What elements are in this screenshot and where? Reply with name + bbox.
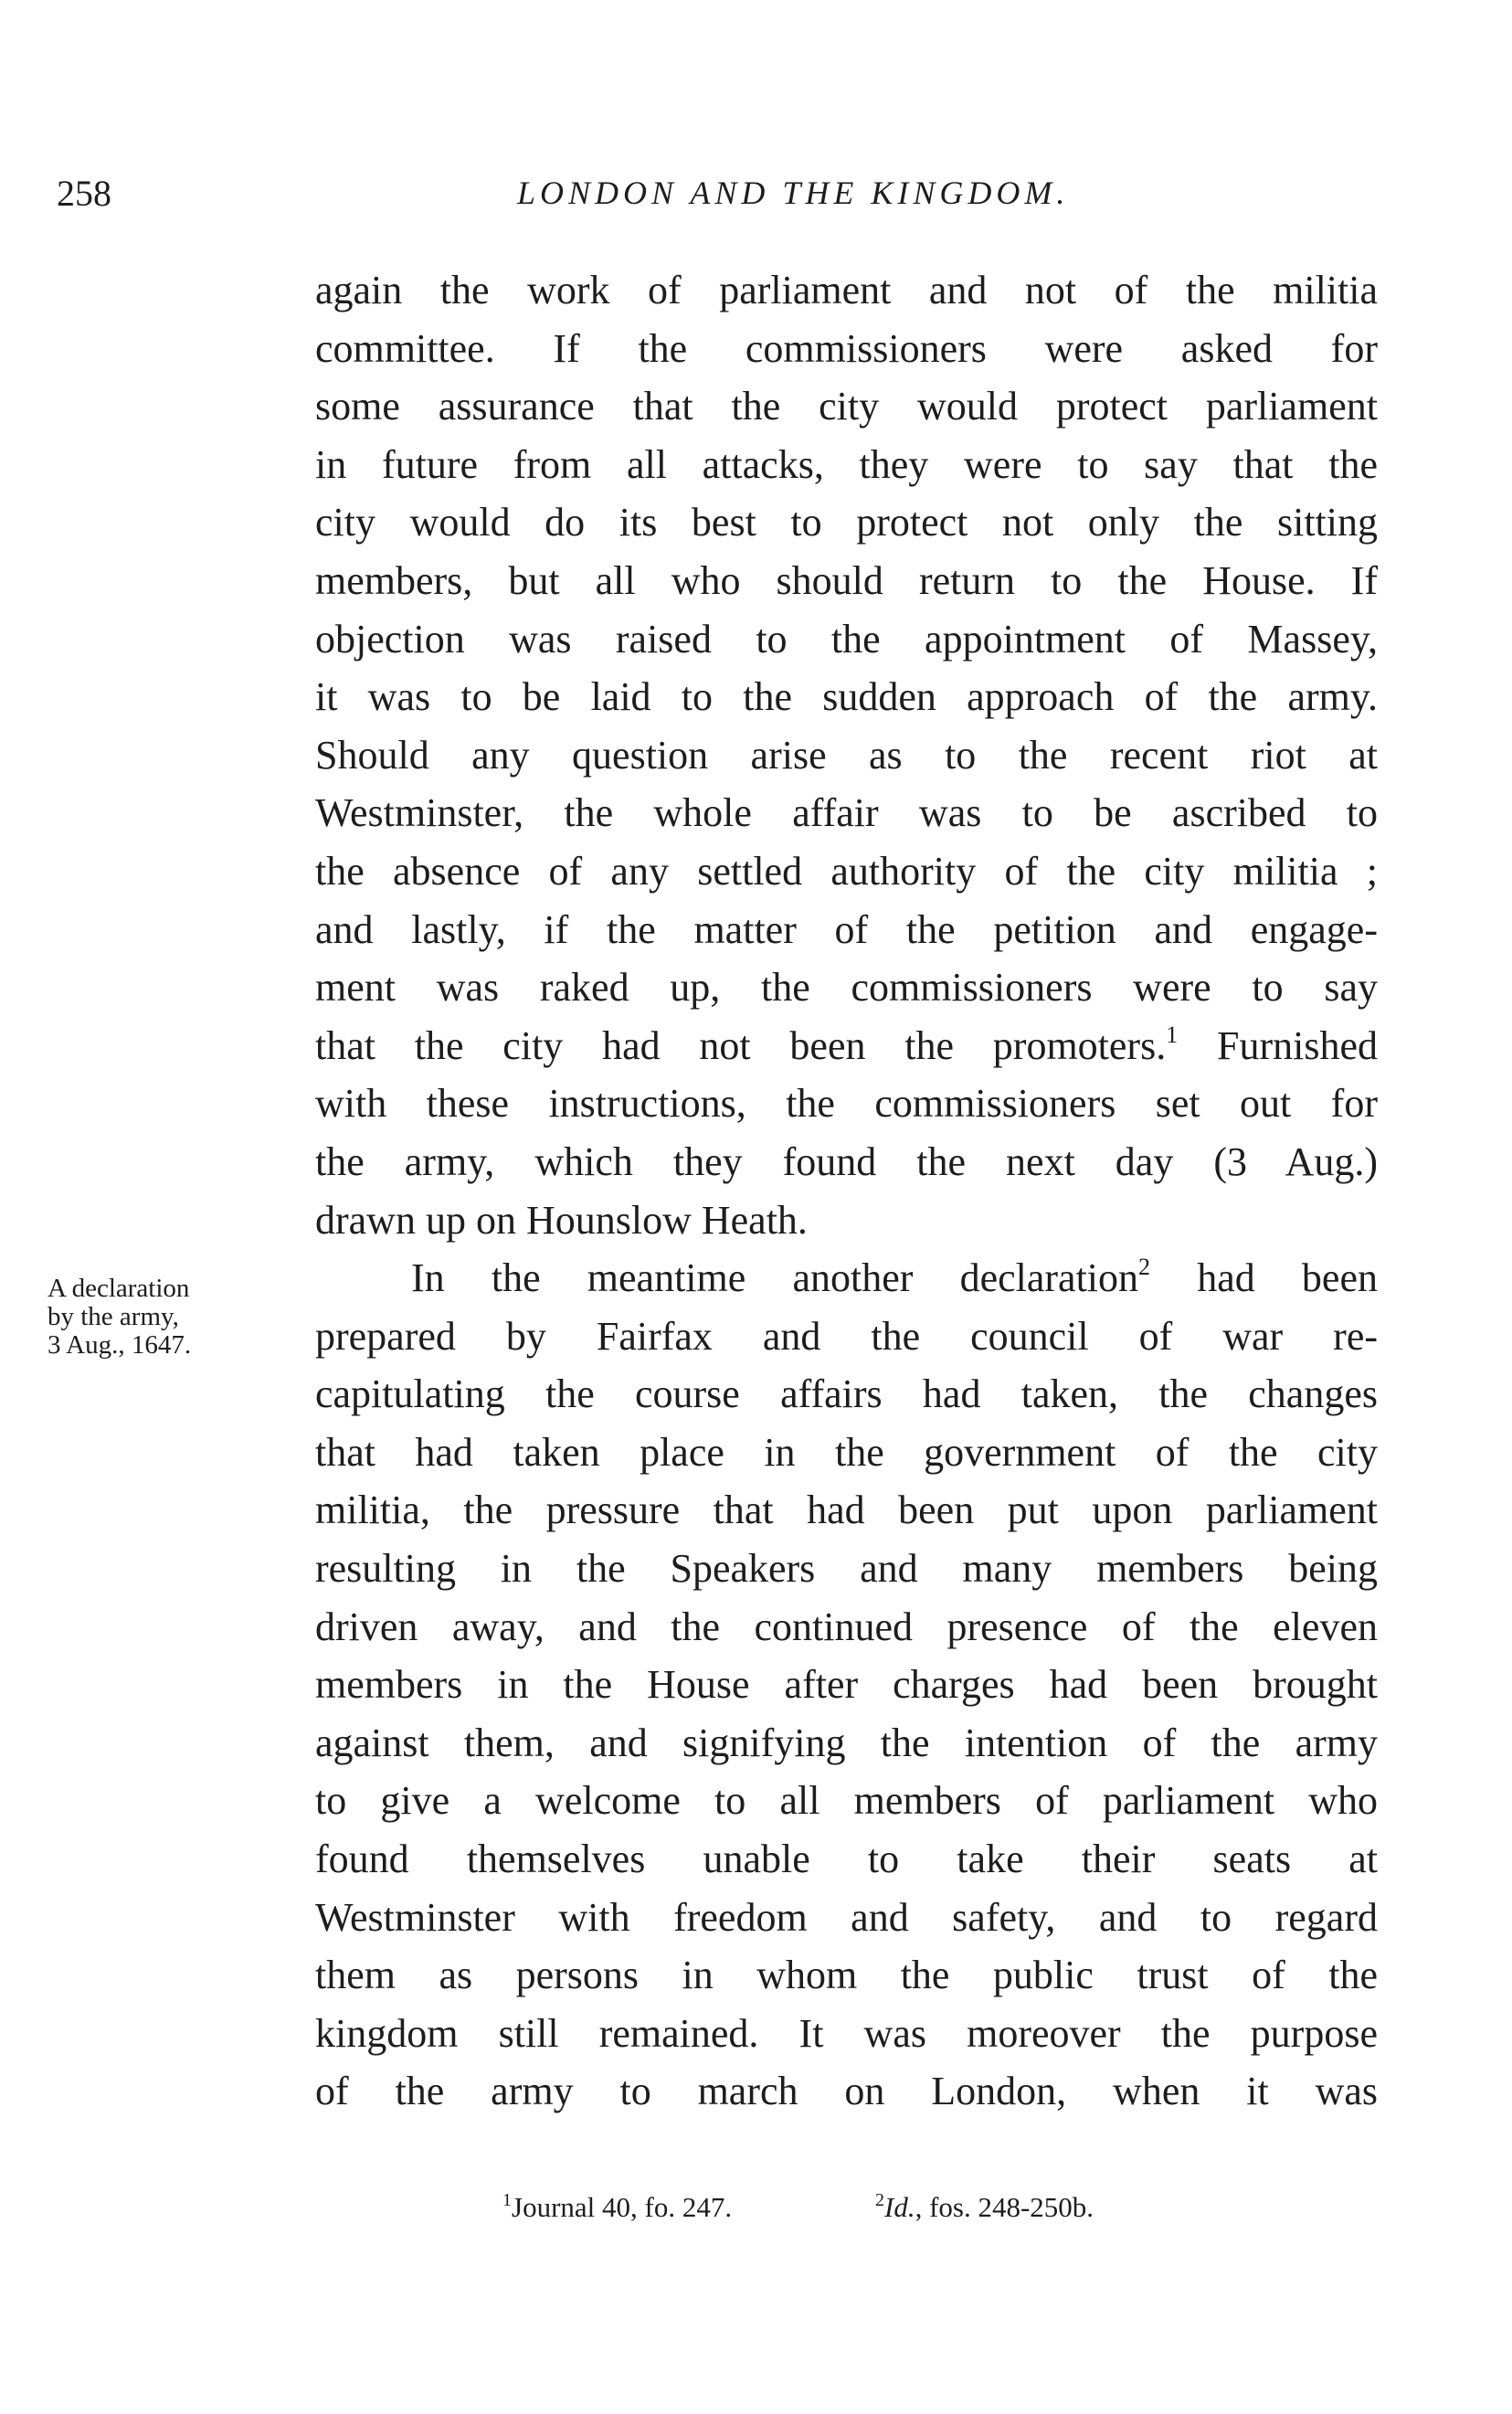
- text-line: against them, and signifying the intention of the army: [315, 1720, 1378, 1765]
- margin-note-line: by the army,: [48, 1302, 179, 1331]
- text-line: them as persons in whom the public trust of the: [315, 1953, 1378, 1998]
- text-line: it was to be laid to the sudden approach of the army.: [315, 674, 1378, 720]
- text-line: some assurance that the city would protect parliament: [315, 384, 1378, 429]
- body-text: [315, 261, 1378, 2121]
- footnote-text: Journal 40, fo. 247.: [512, 2191, 733, 2223]
- text-line: members in the House after charges had been brought: [315, 1662, 1378, 1708]
- text-line: kingdom still remained. It was moreover the purpose: [315, 2010, 1378, 2056]
- text-line: in future from all attacks, they were to say that the: [315, 441, 1378, 487]
- text-line: Westminster, the whole affair was to be ascribed to: [315, 790, 1378, 836]
- margin-note-line: 3 Aug., 1647.: [48, 1330, 192, 1360]
- text-line: committee. If the commissioners were asked for: [315, 325, 1378, 371]
- footnote-mark: 1: [502, 2190, 512, 2210]
- page-number: 258: [57, 173, 111, 214]
- text-line: driven away, and the continued presence of the eleven: [315, 1604, 1378, 1649]
- text-line: city would do its best to protect not only the sitting: [315, 500, 1378, 545]
- text-line: found themselves unable to take their seats at: [315, 1837, 1378, 1882]
- text-line: to give a welcome to all members of parliament who: [315, 1778, 1378, 1824]
- text-line: Should any question arise as to the recent riot at: [315, 732, 1378, 778]
- footnote-1: [502, 2191, 732, 2224]
- footnote-2: [875, 2191, 1094, 2224]
- text-line: members, but all who should return to the House. If: [315, 557, 1378, 603]
- text-line: again the work of parliament and not of the militia: [315, 268, 1378, 312]
- text-line: [315, 1249, 1378, 1308]
- page-header: [0, 172, 1512, 227]
- text-segment: had been: [1150, 1255, 1378, 1301]
- text-line: prepared by Fairfax and the council of war re-: [315, 1313, 1378, 1359]
- text-line: drawn up on Hounslow Heath.: [315, 1197, 808, 1243]
- margin-note-line: A declaration: [48, 1274, 190, 1303]
- text-line: [315, 1017, 1378, 1075]
- text-segment: In the meantime another declaration: [411, 1255, 1139, 1301]
- text-line: ment was raked up, the commissioners were to say: [315, 965, 1378, 1011]
- text-line: the army, which they found the next day (3 Aug.): [315, 1138, 1378, 1184]
- text-segment: that the city had not been the promoters.: [315, 1022, 1167, 1068]
- text-line: the absence of any settled authority of the city militia ;: [315, 848, 1378, 894]
- footnote-ref-2: 2: [1138, 1254, 1151, 1281]
- text-line: objection was raised to the appointment of Massey,: [315, 616, 1378, 662]
- text-line: militia, the pressure that had been put upon parliament: [315, 1488, 1378, 1533]
- footnote-mark: 2: [875, 2190, 884, 2210]
- text-line: Westminster with freedom and safety, and to regard: [315, 1894, 1378, 1940]
- margin-note: [48, 1275, 303, 1360]
- footnote-text: , fos. 248-250b.: [915, 2191, 1094, 2223]
- running-head: LONDON AND THE KINGDOM.: [517, 175, 1070, 211]
- text-line: that had taken place in the government of the city: [315, 1429, 1378, 1475]
- text-segment: Furnished: [1178, 1022, 1379, 1068]
- text-line: with these instructions, the commissioners set out for: [315, 1081, 1378, 1127]
- text-line: capitulating the course affairs had taken, the changes: [315, 1371, 1378, 1417]
- footnote-italic: Id.: [884, 2191, 915, 2223]
- text-line: resulting in the Speakers and many members being: [315, 1546, 1378, 1592]
- text-line: of the army to march on London, when it was: [315, 2069, 1378, 2114]
- footnote-ref-1: 1: [1166, 1021, 1179, 1048]
- text-line: and lastly, if the matter of the petition and engage-: [315, 906, 1378, 952]
